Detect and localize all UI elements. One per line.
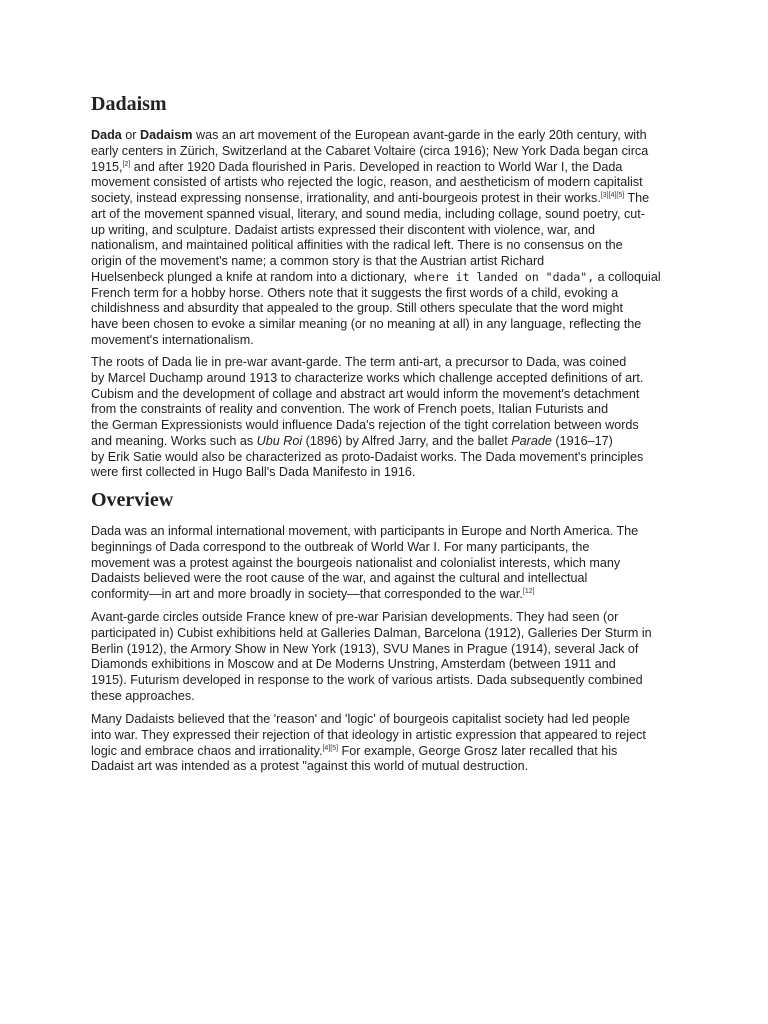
text-span: a colloquial bbox=[594, 269, 661, 284]
paragraph-avant-garde bbox=[91, 610, 687, 705]
text-line: Berlin (1912), the Armory Show in New York (1913), SVU Manes in Prague (1914), several Jack of bbox=[91, 641, 639, 656]
text-line: Cubism and the development of collage and abstract art would inform the movement's detachment bbox=[91, 386, 640, 401]
text-line: up writing, and sculpture. Dadaist artists expressed their discontent with violence, war, and bbox=[91, 222, 596, 237]
text-span: Huelsenbeck plunged a knife at random into a dictionary, bbox=[91, 269, 408, 284]
text-line: Dada was an informal international movement, with participants in Europe and North America. The bbox=[91, 524, 639, 538]
citation-link[interactable]: [12] bbox=[522, 588, 535, 595]
text-line: childishness and absurdity that appealed to the group. Still others speculate that the word might bbox=[91, 301, 624, 316]
text-line: by Marcel Duchamp around 1913 to characterize works which challenge accepted definitions of art. bbox=[91, 370, 644, 385]
text-line: art of the movement spanned visual, literary, and sound media, including collage, sound poetry, cut- bbox=[91, 206, 645, 221]
text-line bbox=[91, 434, 687, 450]
paragraph-overview bbox=[91, 524, 687, 603]
text-line bbox=[91, 587, 687, 603]
text-line: Dadaist art was intended as a protest "against this world of mutual destruction. bbox=[91, 759, 529, 774]
text-span: The bbox=[624, 191, 650, 205]
text-span: society, instead expressing nonsense, irrationality, and anti-bourgeois protest in their works. bbox=[91, 191, 601, 205]
text-line: movement was a protest against the bourgeois nationalist and colonialist interests, which many bbox=[91, 555, 621, 570]
text-span: (1896) by Alfred Jarry, and the ballet bbox=[302, 433, 512, 448]
text-span: and after 1920 Dada flourished in Paris. Developed in reaction to World War I, the Dada bbox=[130, 159, 623, 174]
text-line: French term for a hobby horse. Others note that it suggests the first words of a child, evoking a bbox=[91, 285, 619, 300]
text-span: or bbox=[121, 128, 140, 142]
text-line: origin of the movement's name; a common story is that the Austrian artist Richard bbox=[91, 254, 545, 268]
text-line: The roots of Dada lie in pre-war avant-garde. The term anti-art, a precursor to Dada, was coined bbox=[91, 355, 627, 369]
text-line: 1915). Futurism developed in response to the work of various artists. Dada subsequently combined bbox=[91, 673, 643, 687]
text-span: conformity—in art and more broadly in society—that corresponded to the war. bbox=[91, 587, 523, 601]
text-span: and meaning. Works such as bbox=[91, 433, 257, 448]
paragraph-intro bbox=[91, 128, 687, 349]
text-line: were first collected in Hugo Ball's Dada Manifesto in 1916. bbox=[91, 465, 416, 480]
text-line: Many Dadaists believed that the 'reason' and 'logic' of bourgeois capitalist society had led people bbox=[91, 712, 630, 726]
text-line bbox=[91, 191, 687, 207]
text-line: have been chosen to evoke a similar meaning (or no meaning at all) in any language, reflecting the bbox=[91, 317, 642, 331]
citation-link[interactable]: [3][4][5] bbox=[600, 192, 625, 199]
text-span: (1916–17) bbox=[551, 433, 613, 448]
text-line: movement's internationalism. bbox=[91, 332, 254, 347]
text-line: into war. They expressed their rejection of that ideology in artistic expression that appeared to reject bbox=[91, 727, 646, 742]
text-line bbox=[91, 744, 687, 760]
text-line: these approaches. bbox=[91, 688, 195, 703]
text-line: Dadaists believed were the root cause of the war, and against the cultural and intellectual bbox=[91, 571, 588, 586]
page-title: Dadaism bbox=[91, 93, 167, 115]
text-line: Avant-garde circles outside France knew of pre-war Parisian developments. They had seen (or bbox=[91, 610, 619, 624]
text-line: participated in) Cubist exhibitions held at Galleries Dalman, Barcelona (1912), Galleries Der Sturm in bbox=[91, 625, 652, 640]
citation-link[interactable]: [4][5] bbox=[322, 744, 339, 752]
work-title-ubu-roi: Ubu Roi bbox=[256, 433, 303, 448]
text-line: nationalism, and maintained political affinities with the radical left. There is no consensus on the bbox=[91, 238, 623, 253]
text-span-mono: where it landed on "dada", bbox=[407, 269, 595, 284]
text-span: For example, George Grosz later recalled that his bbox=[338, 743, 618, 758]
text-line bbox=[91, 128, 687, 144]
text-line: by Erik Satie would also be characterized as proto-Dadaist works. The Dada movement's principles bbox=[91, 449, 644, 464]
text-line: movement consisted of artists who rejected the logic, reason, and aestheticism of modern capitalist bbox=[91, 175, 643, 190]
text-line: beginnings of Dada correspond to the outbreak of World War I. For many participants, the bbox=[91, 539, 590, 554]
term-dadaism: Dadaism bbox=[140, 128, 193, 142]
text-span: was an art movement of the European avant-garde in the early 20th century, with bbox=[192, 128, 647, 142]
text-line: the German Expressionists would influence Dada's rejection of the tight correlation between words bbox=[91, 418, 639, 432]
text-span: logic and embrace chaos and irrationality. bbox=[91, 743, 323, 758]
text-line: early centers in Zürich, Switzerland at the Cabaret Voltaire (circa 1916); New York Dada began circa bbox=[91, 143, 649, 158]
text-span: 1915, bbox=[91, 159, 123, 174]
term-dada: Dada bbox=[91, 128, 122, 142]
text-line bbox=[91, 160, 687, 176]
citation-link[interactable]: [2] bbox=[122, 160, 131, 168]
work-title-parade: Parade bbox=[511, 433, 552, 448]
text-line: Diamonds exhibitions in Moscow and at De Moderns Unstring, Amsterdam (between 1911 and bbox=[91, 657, 616, 672]
text-line: from the constraints of reality and convention. The work of French poets, Italian Futurists and bbox=[91, 402, 609, 417]
paragraph-roots bbox=[91, 355, 687, 481]
section-heading-overview: Overview bbox=[91, 489, 174, 511]
paragraph-reason-logic bbox=[91, 712, 687, 775]
text-line bbox=[91, 270, 687, 286]
